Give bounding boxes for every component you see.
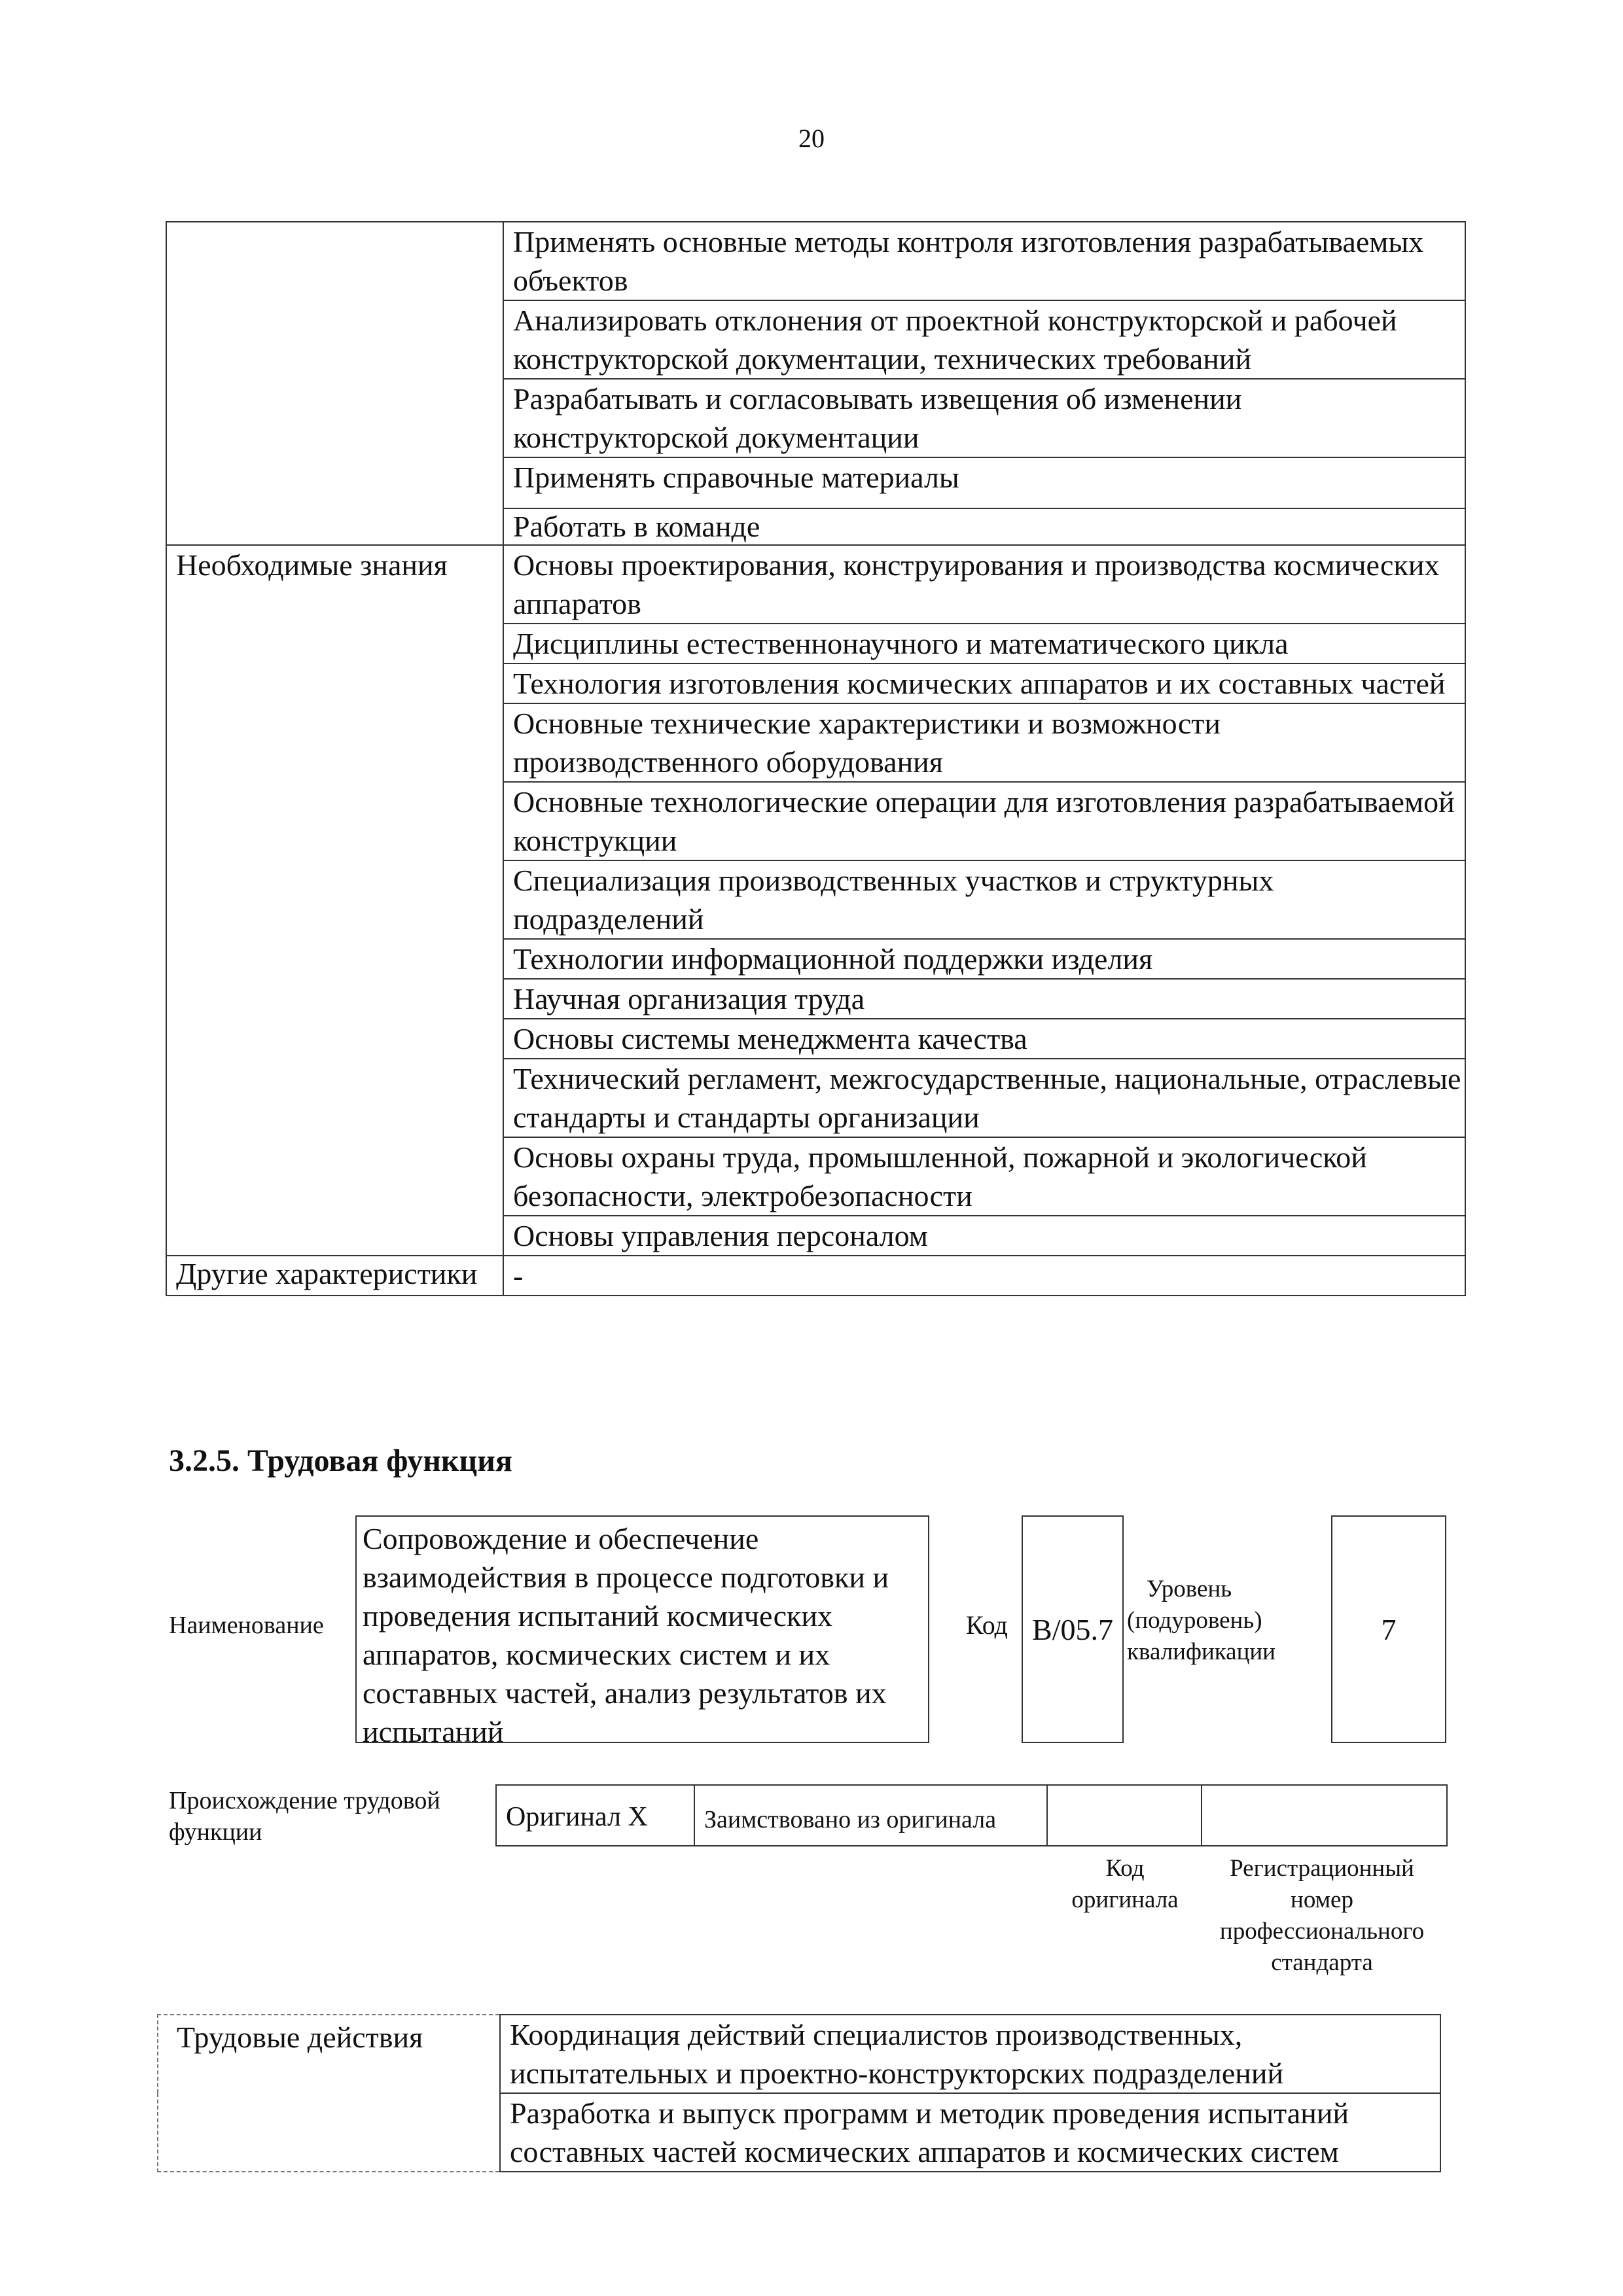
knowledge-item: Дисциплины естественнонаучного и математического цикла [503,624,1465,663]
labor-actions-table [157,2014,1441,2172]
knowledge-item: Основы проектирования, конструирования и производства космических аппаратов [503,545,1465,624]
code-box [1022,1515,1124,1743]
origin-label: Происхождение трудовой функции [169,1787,440,1846]
labor-action-item: Разработка и выпуск программ и методик проведения испытаний составных частей космических аппаратов и космических систем [500,2093,1440,2172]
table-row [166,1256,1465,1296]
name-label: Наименование [169,1612,324,1639]
knowledge-item: Технологии информационной поддержки изделия [503,939,1465,979]
knowledge-item: Основные технологические операции для изготовления разрабатываемой конструкции [503,782,1465,860]
knowledge-item: Основы системы менеджмента качества [503,1019,1465,1059]
labor-actions-label: Трудовые действия [158,2015,500,2172]
skill-item: Применять основные методы контроля изготовления разрабатываемых объектов [503,222,1465,300]
table-row [166,545,1465,624]
table-row [158,2015,1440,2093]
knowledge-item: Основные технические характеристики и возможности производственного оборудования [503,703,1465,782]
origin-reg-number-cell [1202,1785,1447,1846]
section-title: 3.2.5. Трудовая функция [169,1443,512,1478]
other-characteristics-label: Другие характеристики [166,1256,503,1296]
qualification-level-value: 7 [1381,1612,1397,1646]
skill-item: Применять справочные материалы [503,457,1465,508]
function-name-box [355,1515,929,1748]
knowledge-label: Необходимые знания [166,545,503,1256]
skills-label-cell [166,222,503,545]
qualification-level-label: Уровень (подуровень) квалификации [1127,1576,1275,1665]
knowledge-item: Основы управления персоналом [503,1216,1465,1256]
original-code-caption: Код оригинала [1071,1855,1179,1913]
qualification-level-box [1331,1515,1446,1743]
registration-number-caption: Регистрационный номер профессионального стандарта [1219,1855,1425,1976]
table-row [166,222,1465,300]
other-characteristics-value: - [503,1256,1465,1296]
origin-borrowed-cell: Заимствовано из оригинала [694,1785,1047,1846]
knowledge-item: Специализация производственных участков и структурных подразделений [503,860,1465,939]
knowledge-item: Технология изготовления космических аппаратов и их составных частей [503,663,1465,703]
origin-code-cell [1047,1785,1202,1846]
code-label: Код [966,1610,1008,1640]
knowledge-item: Технический регламент, межгосударственные, национальные, отраслевые стандарты и стандарты организации [503,1059,1465,1137]
skill-item: Работать в команде [503,508,1465,545]
page-number: 20 [798,124,825,153]
knowledge-item: Научная организация труда [503,979,1465,1019]
skill-item: Анализировать отклонения от проектной конструкторской и рабочей конструкторской документации, технических требований [503,300,1465,379]
skill-item: Разрабатывать и согласовывать извещения об изменении конструкторской документации [503,379,1465,457]
labor-action-item: Координация действий специалистов производственных, испытательных и проектно-конструкторских подразделений [500,2015,1440,2093]
knowledge-item: Основы охраны труда, промышленной, пожарной и экологической безопасности, электробезопасности [503,1137,1465,1216]
table-row [496,1785,1447,1846]
origin-original-cell: Оригинал X [496,1785,694,1846]
code-value: B/05.7 [1032,1612,1113,1646]
origin-table [495,1784,1448,1846]
requirements-table [166,221,1466,1296]
function-name-value: Сопровождение и обеспечение взаимодействия в процессе подготовки и проведения испытаний космических аппаратов, космических систем и их составных частей, анализ результатов их испытаний [363,1522,889,1748]
